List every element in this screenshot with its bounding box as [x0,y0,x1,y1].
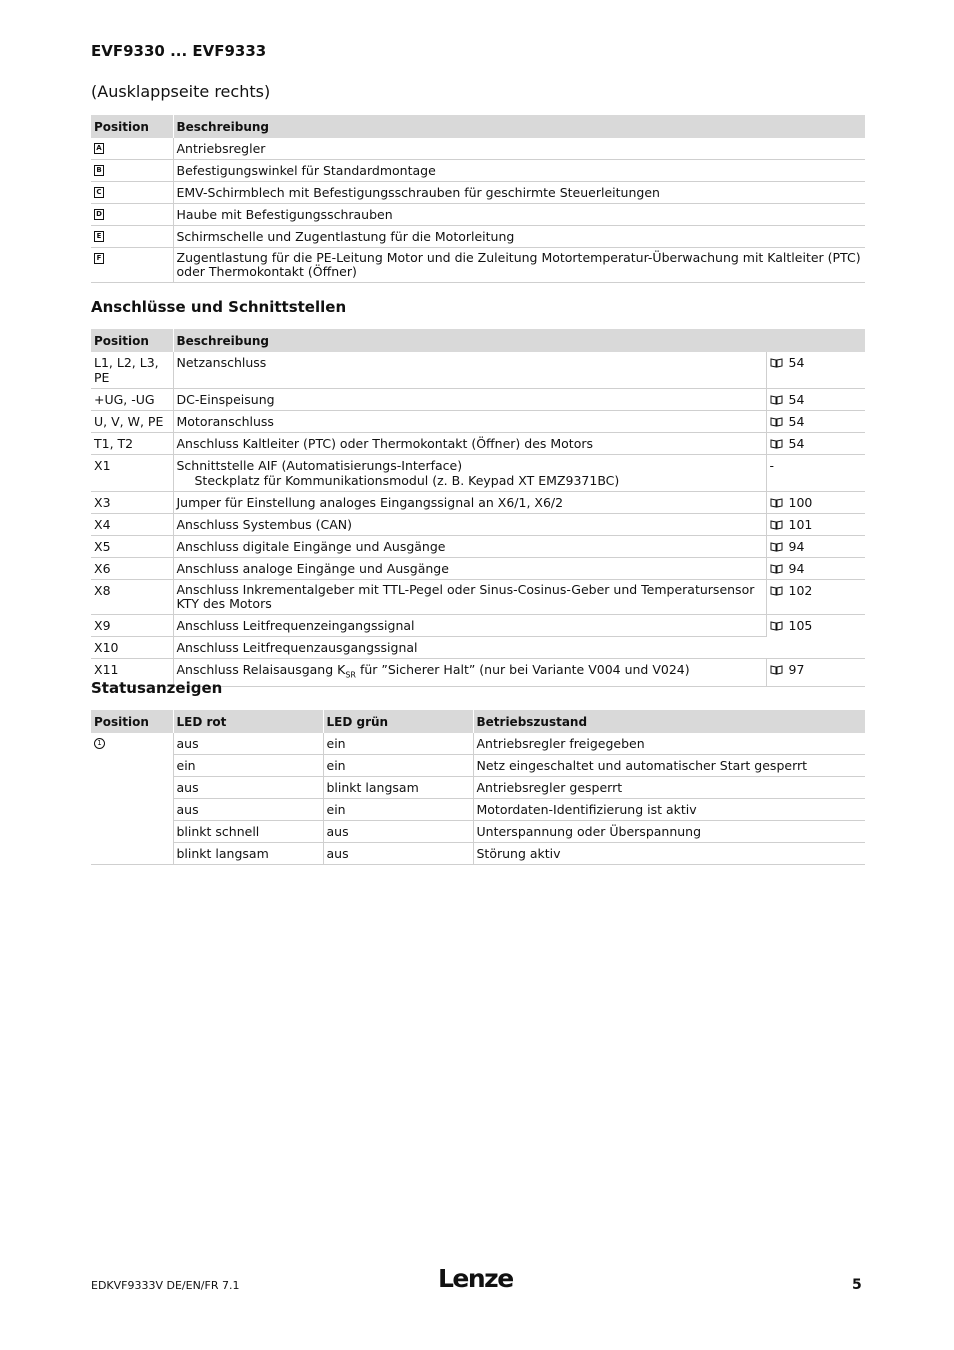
table-row [91,777,865,799]
book-icon [770,563,783,574]
column-header-position: Position [91,329,173,352]
row-description: Anschluss digitale Eingänge und Ausgänge [173,536,766,558]
row-position: T1, T2 [91,433,173,455]
row-description: Motoranschluss [173,411,766,433]
page-reference[interactable] [766,352,865,389]
book-icon [770,394,783,405]
row-description: Schirmschelle und Zugentlastung für die Motorleitung [173,226,865,248]
led-green-state: ein [323,755,473,777]
table-row [91,492,865,514]
table-row [91,821,865,843]
column-header-led-green: LED grün [323,710,473,733]
row-position: X6 [91,558,173,580]
led-red-state: blinkt langsam [173,843,323,865]
page-reference[interactable] [766,580,865,615]
lenze-logo: Lenze [438,1264,513,1293]
row-position: X11 [91,659,173,687]
table-row [91,799,865,821]
page-reference-number: 54 [788,414,805,429]
book-icon [770,438,783,449]
table-row [91,182,865,204]
row-description: Zugentlastung für die PE-Leitung Motor und die Zuleitung Motortemperatur-Überwachung mit Kaltleiter (PTC) oder Thermokontakt (Öffner) [173,248,865,283]
book-icon [770,585,783,596]
table-row [91,204,865,226]
page-reference[interactable] [766,558,865,580]
page-reference[interactable] [766,492,865,514]
table-row [91,755,865,777]
operating-state: Antriebsregler gesperrt [473,777,865,799]
led-red-state: ein [173,755,323,777]
table-row [91,580,865,615]
row-position: U, V, W, PE [91,411,173,433]
page-reference[interactable] [766,514,865,536]
book-icon [770,357,783,368]
row-position: +UG, -UG [91,389,173,411]
column-header-description: Beschreibung [173,329,865,352]
row-description [173,659,766,687]
section-title-status: Statusanzeigen [91,679,223,697]
table-row [91,248,865,283]
book-icon [770,620,783,631]
page-reference-number: 100 [788,495,813,510]
page-reference-number: 54 [788,392,805,407]
row-description: Antriebsregler [173,138,865,160]
operating-state: Unterspannung oder Überspannung [473,821,865,843]
row-position: X8 [91,580,173,615]
row-position: X1 [91,455,173,492]
document-code: EDKVF9333V DE/EN/FR 7.1 [91,1279,240,1292]
row-description-subscript: SR [345,670,356,680]
operating-state: Netz eingeschaltet und automatischer Start gesperrt [473,755,865,777]
page-reference[interactable] [766,389,865,411]
page-number: 5 [852,1277,862,1293]
table-row [91,352,865,389]
page-reference-number: 94 [788,539,805,554]
book-icon [770,519,783,530]
column-header-led-red: LED rot [173,710,323,733]
row-description: Anschluss analoge Eingänge und Ausgänge [173,558,766,580]
operating-state: Motordaten-Identifizierung ist aktiv [473,799,865,821]
page-reference-number: 54 [788,436,805,451]
page-reference-number: 54 [788,355,805,370]
book-icon [770,497,783,508]
row-description: Anschluss Leitfrequenzeingangssignal [173,615,766,637]
row-description: Haube mit Befestigungsschrauben [173,204,865,226]
row-description: Anschluss Leitfrequenzausgangssignal [173,637,766,659]
page-reference[interactable] [766,659,865,687]
table-row [91,843,865,865]
boxed-letter-icon: F [94,253,104,264]
book-icon [770,664,783,675]
book-icon [770,416,783,427]
table-row [91,615,865,637]
boxed-letter-icon: E [94,231,104,242]
led-green-state: ein [323,733,473,755]
table-row [91,558,865,580]
row-description: Jumper für Einstellung analoges Eingangssignal an X6/1, X6/2 [173,492,766,514]
row-position: X9 [91,615,173,637]
row-description: Anschluss Kaltleiter (PTC) oder Thermokontakt (Öffner) des Motors [173,433,766,455]
row-description: Befestigungswinkel für Standardmontage [173,160,865,182]
page-subtitle: (Ausklappseite rechts) [91,82,271,101]
row-description-subline: Steckplatz für Kommunikationsmodul (z. B. Keypad XT EMZ9371BC) [194,473,620,488]
table-row [91,637,865,659]
table-row [91,455,865,492]
row-description [173,455,766,492]
circled-number-icon: 1 [94,738,105,749]
page-reference-number: 101 [788,517,813,532]
table-row [91,160,865,182]
boxed-letter-icon: B [94,165,104,176]
led-green-state: blinkt langsam [323,777,473,799]
section-title-connections: Anschlüsse und Schnittstellen [91,298,347,316]
column-header-position: Position [91,115,173,138]
page-reference[interactable] [766,411,865,433]
row-description: DC-Einspeisung [173,389,766,411]
led-red-state: aus [173,799,323,821]
page-reference[interactable] [766,433,865,455]
page-reference-number: 105 [788,618,813,633]
operating-state: Störung aktiv [473,843,865,865]
operating-state: Antriebsregler freigegeben [473,733,865,755]
row-position: X5 [91,536,173,558]
connections-table [91,329,865,687]
boxed-letter-icon: A [94,143,104,154]
led-red-state: aus [173,777,323,799]
row-position: L1, L2, L3, PE [91,352,173,389]
led-red-state: blinkt schnell [173,821,323,843]
page-reference[interactable] [766,536,865,558]
table-row [91,411,865,433]
page-reference-number: 102 [788,583,813,598]
book-icon [770,541,783,552]
row-description-part: Anschluss Relaisausgang K [176,662,346,677]
led-green-state: aus [323,843,473,865]
row-description: Anschluss Systembus (CAN) [173,514,766,536]
boxed-letter-icon: D [94,209,104,220]
page-reference: - [766,455,865,492]
boxed-letter-icon: C [94,187,104,198]
column-header-description: Beschreibung [173,115,865,138]
table-row [91,433,865,455]
table-row [91,514,865,536]
table-row [91,733,865,755]
table-row [91,389,865,411]
row-description: EMV-Schirmblech mit Befestigungsschrauben für geschirmte Steuerleitungen [173,182,865,204]
page-reference[interactable] [766,615,865,659]
row-description: Anschluss Inkrementalgeber mit TTL-Pegel oder Sinus-Cosinus-Geber und Temperatursensor KTY des Motors [173,580,766,615]
table-row [91,536,865,558]
led-green-state: ein [323,799,473,821]
row-position: X3 [91,492,173,514]
led-green-state: aus [323,821,473,843]
table-row [91,226,865,248]
row-position: X4 [91,514,173,536]
row-position [91,733,173,865]
page-reference-number: 94 [788,561,805,576]
components-table [91,115,865,283]
column-header-operating-state: Betriebszustand [473,710,865,733]
status-table [91,710,865,865]
row-description-line: Schnittstelle AIF (Automatisierungs-Interface) [176,458,463,473]
page-header-title: EVF9330 ... EVF9333 [91,42,267,60]
table-row [91,138,865,160]
row-position: X10 [91,637,173,659]
row-description: Netzanschluss [173,352,766,389]
page-reference-number: 97 [788,662,805,677]
row-description-part: für ”Sicherer Halt” (nur bei Variante V004 und V024) [355,662,690,677]
led-red-state: aus [173,733,323,755]
column-header-position: Position [91,710,173,733]
